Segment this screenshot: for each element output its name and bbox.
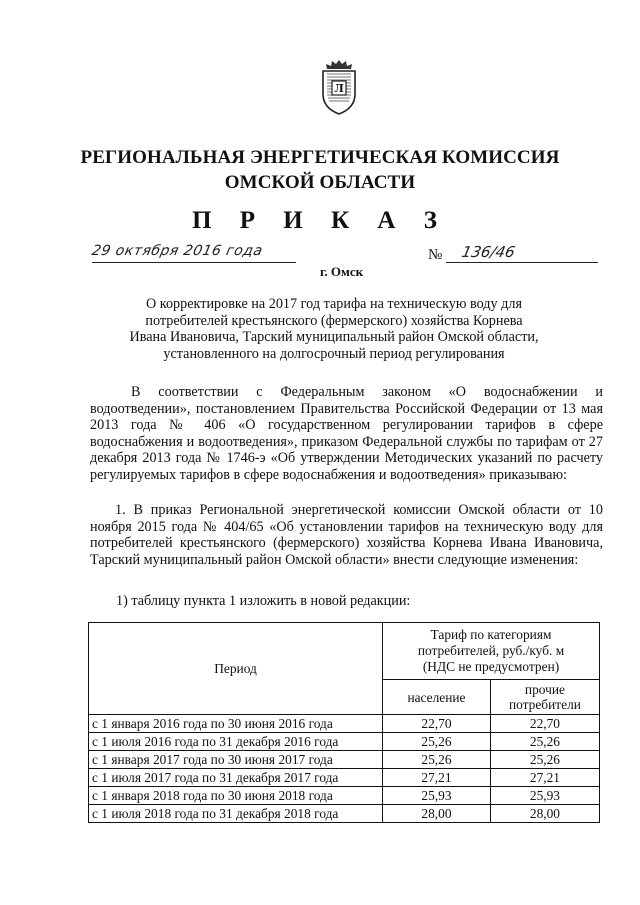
org-name-line1: РЕГИОНАЛЬНАЯ ЭНЕРГЕТИЧЕСКАЯ КОМИССИЯ [80, 147, 560, 168]
row-other-tariff: 22,70 [490, 715, 599, 733]
header-tariff-line: потребителей, руб./куб. м [417, 643, 565, 658]
handwritten-order-number: 136/46 [460, 243, 517, 261]
row-period: с 1 июля 2016 года по 31 декабря 2016 года [89, 733, 383, 751]
header-tariff-line: Тариф по категориям [430, 627, 552, 642]
row-population-tariff: 27,21 [383, 769, 491, 787]
emblem-letter: Л [334, 82, 344, 95]
row-period: с 1 января 2018 года по 30 июня 2018 года [89, 787, 383, 805]
subject-line: установленного на долгосрочный период регулирования [163, 345, 505, 362]
row-other-tariff: 25,93 [490, 787, 599, 805]
table-row [89, 751, 600, 769]
document-subject [120, 296, 548, 362]
row-population-tariff: 25,93 [383, 787, 491, 805]
row-population-tariff: 25,26 [383, 751, 491, 769]
table-row [89, 733, 600, 751]
item-1-paragraph: 1. В приказ Региональной энергетической комиссии Омской области от 10 ноября 2015 года № 404/65 «Об установлении тарифов на техническую воду для потребителей крестьянского (фермерского) хозяйства Корнева Ивана Ивановича, Тарский муниципальный район Омской области» внести следующие изменения: [90, 502, 603, 568]
subject-line: Ивана Ивановича, Тарский муниципальный район Омской области, [129, 329, 539, 346]
row-other-tariff: 27,21 [490, 769, 599, 787]
document-type-title: П Р И К А З [192, 207, 448, 234]
coat-of-arms-emblem [319, 58, 359, 116]
handwritten-date: 29 октября 2016 года [90, 243, 265, 259]
row-population-tariff: 22,70 [383, 715, 491, 733]
header-tariff-line: (НДС не предусмотрен) [422, 659, 560, 674]
row-period: с 1 июля 2017 года по 31 декабря 2017 года [89, 769, 383, 787]
row-period: с 1 января 2017 года по 30 июня 2017 года [89, 751, 383, 769]
table-row [89, 715, 600, 733]
row-other-tariff: 28,00 [490, 805, 599, 823]
table-row [89, 805, 600, 823]
number-label: № [428, 247, 443, 263]
intro-paragraph: В соответствии с Федеральным законом «О водоснабжении и водоотведении», постановлением Правительства Российской Федерации от 13 мая 2013 года № 406 «О государственном регулировании тарифов в сфере водоснабжения и водоотведения», приказом Федеральной службы по тарифам от 27 декабря 2013 года № 1746-э «Об утверждении Методических указаний по расчету регулируемых тарифов в сфере водоснабжения и водоотведения» приказываю: [90, 384, 603, 483]
org-name-line2: ОМСКОЙ ОБЛАСТИ [224, 172, 416, 193]
row-population-tariff: 28,00 [383, 805, 491, 823]
date-underline [92, 262, 296, 263]
row-other-tariff: 25,26 [490, 751, 599, 769]
header-other-consumers: прочие потребители [490, 680, 599, 715]
table-row [89, 787, 600, 805]
row-population-tariff: 25,26 [383, 733, 491, 751]
tariff-table [88, 622, 600, 823]
table-row [89, 769, 600, 787]
row-period: с 1 января 2016 года по 30 июня 2016 года [89, 715, 383, 733]
subject-line: О корректировке на 2017 год тарифа на техническую воду для [146, 296, 522, 312]
header-population: население [383, 680, 491, 715]
header-tariff [383, 623, 600, 680]
row-other-tariff: 25,26 [490, 733, 599, 751]
number-underline [446, 262, 598, 263]
table-header-row [89, 623, 600, 680]
subitem-1-paragraph: 1) таблицу пункта 1 изложить в новой редакции: [116, 593, 411, 609]
subject-line: потребителей крестьянского (фермерского) хозяйства Корнева [145, 312, 523, 329]
header-period: Период [89, 623, 383, 715]
row-period: с 1 июля 2018 года по 31 декабря 2018 года [89, 805, 383, 823]
city-label: г. Омск [320, 264, 364, 279]
